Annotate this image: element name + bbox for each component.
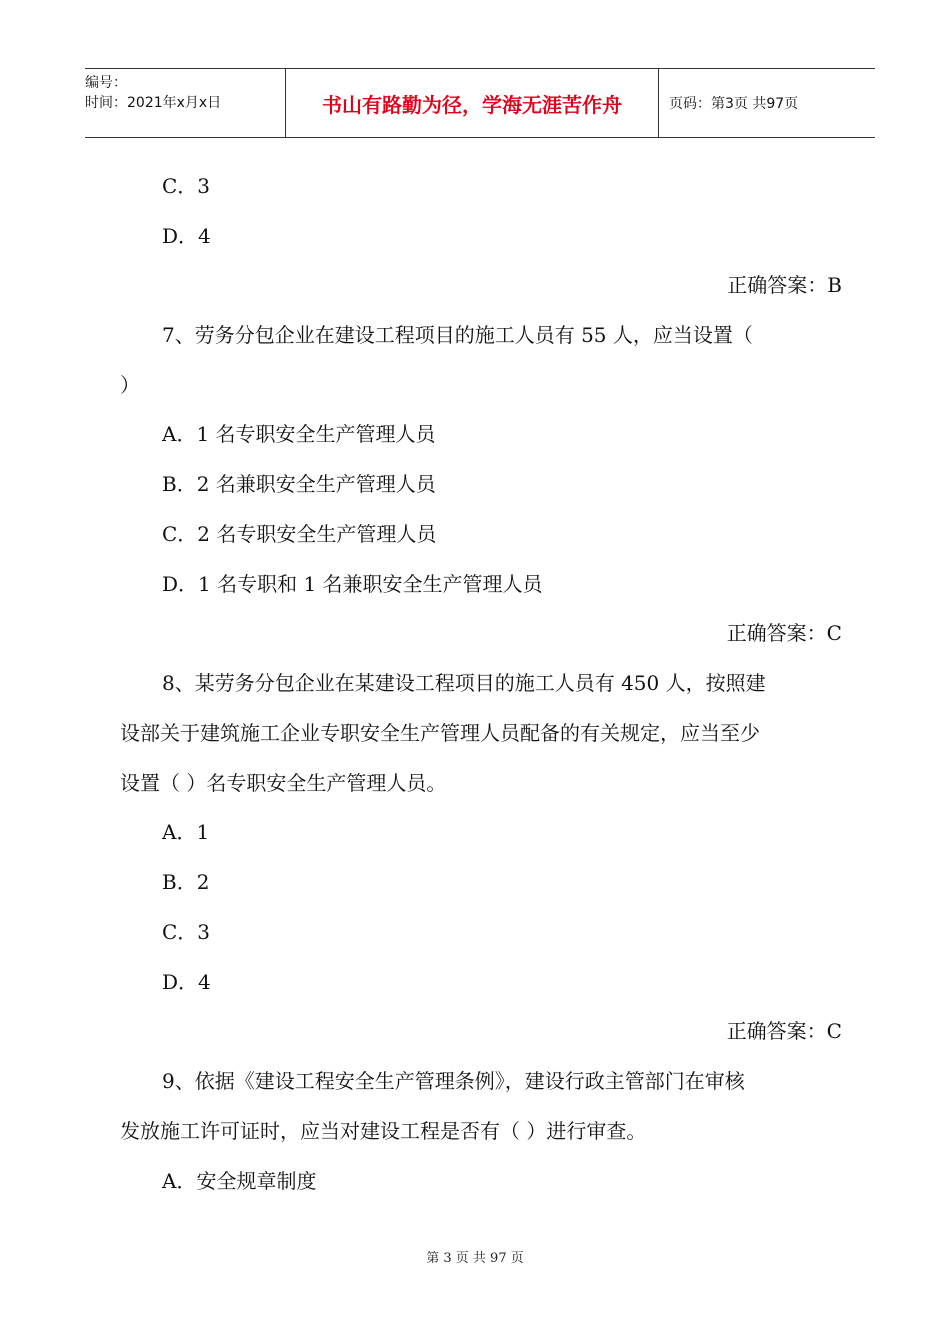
time-label: 时间：2021年x月x日 xyxy=(85,95,222,111)
q8-option-d: D．4 xyxy=(162,970,211,994)
q8-option-b: B．2 xyxy=(162,870,210,894)
q7-answer: 正确答案：C xyxy=(726,621,842,645)
q8-answer: 正确答案：C xyxy=(726,1019,842,1043)
q7-option-a: A．1 名专职安全生产管理人员 xyxy=(162,422,436,446)
q8-text-line2: 设部关于建筑施工企业专职安全生产管理人员配备的有关规定，应当至少 xyxy=(120,721,760,745)
header-meta xyxy=(85,69,285,137)
q7-text-line2: ） xyxy=(120,373,140,397)
q9-text-line2: 发放施工许可证时，应当对建设工程是否有（ ）进行审查。 xyxy=(120,1119,647,1143)
q8-option-c: C．3 xyxy=(162,920,211,944)
q7-text-line1: 7、劳务分包企业在建设工程项目的施工人员有 55 人，应当设置（ xyxy=(162,323,753,347)
q8-option-a: A．1 xyxy=(162,820,210,844)
header-page-info: 页码：第3页 共97页 xyxy=(669,96,799,112)
q6-option-c: C．3 xyxy=(162,174,211,198)
q9-text-line1: 9、依据《建设工程安全生产管理条例》，建设行政主管部门在审核 xyxy=(162,1069,745,1093)
number-label: 编号： xyxy=(85,75,127,91)
page-header xyxy=(85,68,875,138)
q7-option-b: B．2 名兼职安全生产管理人员 xyxy=(162,472,436,496)
page-footer: 第 3 页 共 97 页 xyxy=(426,1251,524,1266)
q7-option-c: C．2 名专职安全生产管理人员 xyxy=(162,522,437,546)
q9-option-a: A．安全规章制度 xyxy=(162,1169,317,1193)
q6-option-d: D．4 xyxy=(162,224,211,248)
q8-text-line1: 8、某劳务分包企业在某建设工程项目的施工人员有 450 人，按照建 xyxy=(162,671,766,695)
q7-option-d: D．1 名专职和 1 名兼职安全生产管理人员 xyxy=(162,572,543,596)
q6-answer: 正确答案：B xyxy=(727,273,842,297)
q8-text-line3: 设置（ ）名专职安全生产管理人员。 xyxy=(120,771,447,795)
header-motto: 书山有路勤为径，学海无涯苦作舟 xyxy=(285,69,659,137)
